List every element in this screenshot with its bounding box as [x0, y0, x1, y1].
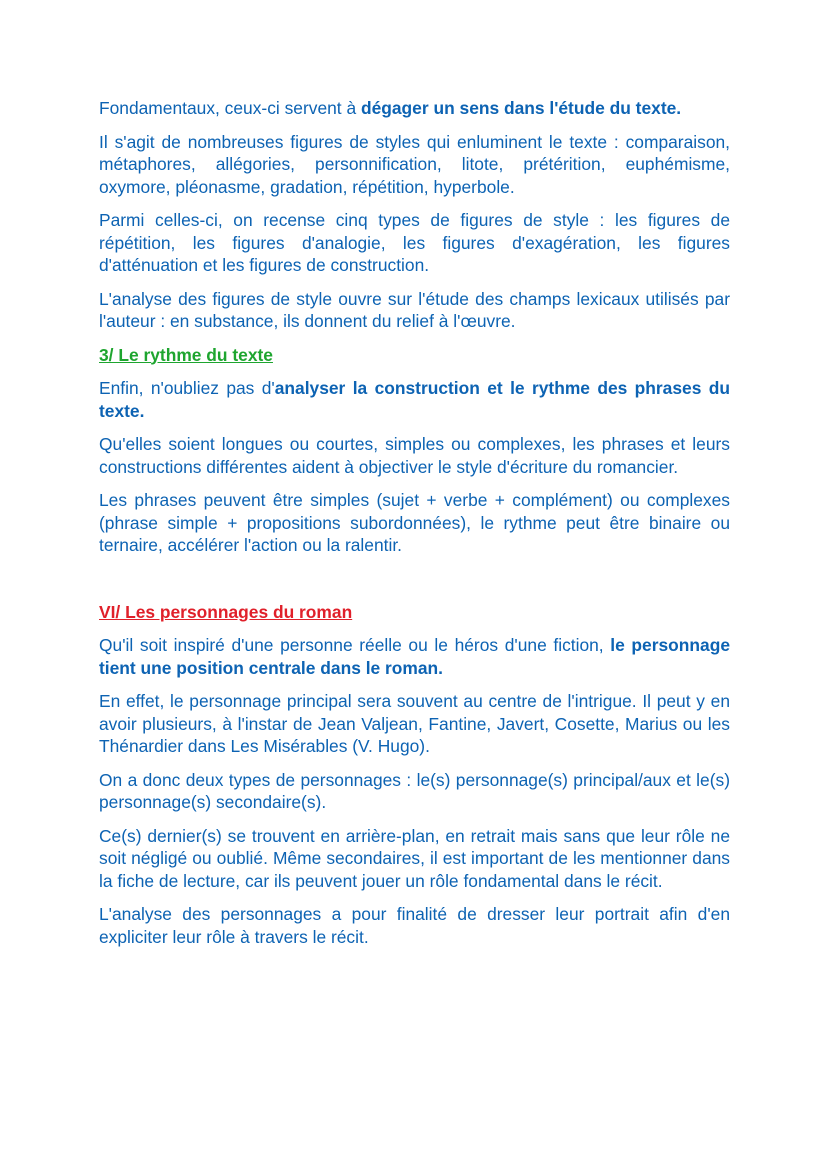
paragraph-construction	[99, 377, 730, 422]
paragraph-figures-styles: Il s'agit de nombreuses figures de styles qui enluminent le texte : comparaison, métaphores, allégories, personnification, litote, prétérition, euphémisme, oxymore, pléonasme, gradation, répétition, hyperbole.	[99, 131, 730, 197]
section-heading-personnages: VI/ Les personnages du roman	[99, 601, 353, 622]
section-heading-rythme: 3/ Le rythme du texte	[99, 344, 273, 365]
paragraph-secondaires: Ce(s) dernier(s) se trouvent en arrière-plan, en retrait mais sans que leur rôle ne soit négligé ou oublié. Même secondaires, il est important de les mentionner dans la fiche de lecture, car ils peuvent jouer un rôle fondamental dans le récit.	[99, 825, 730, 891]
paragraph-personnage-principal: En effet, le personnage principal sera souvent au centre de l'intrigue. Il peut y en avoir plusieurs, à l'instar de Jean Valjean, Fantine, Javert, Cosette, Marius ou les Thénardier dans Les Misérables (V. Hugo).	[99, 691, 730, 756]
paragraph-inspire	[99, 634, 730, 679]
document-page	[99, 97, 730, 959]
paragraph-phrases-simples: Les phrases peuvent être simples (sujet + verbe + complément) ou complexes (phrase simple + propositions subordonnées), le rythme peut être binaire ou ternaire, accélérer l'action ou la ralentir.	[99, 490, 730, 555]
paragraph-deux-types: On a donc deux types de personnages : le(s) personnage(s) principal/aux et le(s) personnage(s) secondaire(s).	[99, 769, 730, 812]
paragraph-types-figures: Parmi celles-ci, on recense cinq types de figures de style : les figures de répétition, les figures d'analogie, les figures d'exagération, les figures d'atténuation et les figures de construction.	[99, 210, 730, 275]
paragraph-bold-text: analyser la construction et le rythme des phrases du texte.	[99, 378, 730, 421]
paragraph-bold-text: le personnage tient une position centrale dans le roman.	[99, 635, 730, 678]
paragraph-bold-text: dégager un sens dans l'étude du texte.	[360, 98, 682, 118]
paragraph-text: Fondamentaux, ceux-ci servent à	[99, 98, 361, 118]
paragraph-longues-courtes: Qu'elles soient longues ou courtes, simples ou complexes, les phrases et leurs constructions différentes aident à objectiver le style d'écriture du romancier.	[99, 434, 730, 477]
paragraph-champs-lexicaux: L'analyse des figures de style ouvre sur l'étude des champs lexicaux utilisés par l'auteur : en substance, ils donnent du relief à l'œuvre.	[99, 288, 730, 331]
paragraph-text: Qu'il soit inspiré d'une personne réelle ou le héros d'une fiction,	[99, 635, 611, 655]
paragraph-fondamentaux	[99, 97, 730, 120]
paragraph-text: Enfin, n'oubliez pas d'	[99, 378, 275, 398]
paragraph-analyse-personnages: L'analyse des personnages a pour finalité de dresser leur portrait afin d'en expliciter leur rôle à travers le récit.	[99, 904, 730, 947]
